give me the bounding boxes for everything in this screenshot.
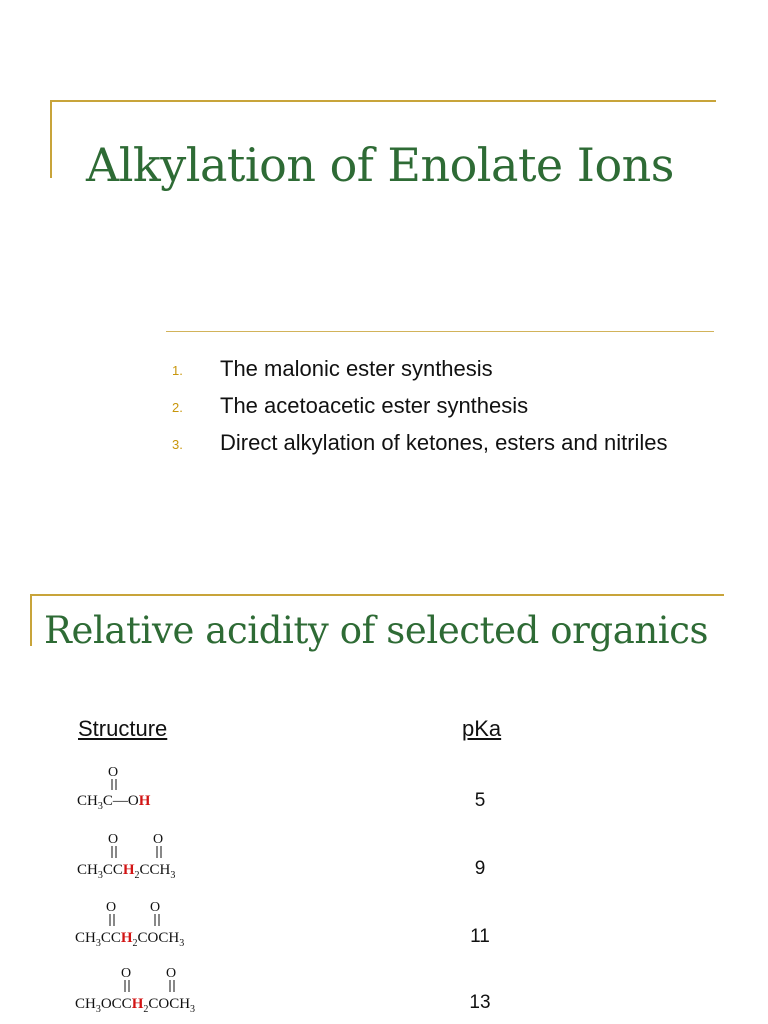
acetoacetate-structure xyxy=(0,896,300,956)
acidity-row-acetoacetate xyxy=(0,896,768,956)
svg-text:O: O xyxy=(150,900,161,915)
pka-column-header: pKa xyxy=(462,716,502,741)
svg-text:O: O xyxy=(106,900,117,915)
svg-text:CH3CCH2COCH3: $CH_3CCH_2COCH_3$ xyxy=(75,930,185,949)
svg-text:CH3C—OH: $CH_3C—OH$ xyxy=(77,793,151,812)
list-number: 3. xyxy=(172,437,183,452)
list-text: Direct alkylation of ketones, esters and nitriles xyxy=(220,430,668,455)
acetic-acid-structure xyxy=(0,760,300,820)
title-underline-rule xyxy=(166,331,714,332)
list-text: The malonic ester synthesis xyxy=(220,356,493,381)
svg-text:O: O xyxy=(108,832,119,847)
title-frame-top xyxy=(50,100,716,102)
list-item xyxy=(172,391,692,421)
pka-value: 5 xyxy=(474,790,486,811)
list-number: 2. xyxy=(172,400,183,415)
svg-text:O: O xyxy=(166,966,177,981)
svg-text:CH3CCH2CCH3: $CH_3CCH_2CCH_3$ xyxy=(77,862,176,881)
pka-value: 11 xyxy=(470,926,490,947)
pentanedione-structure xyxy=(0,828,300,888)
list-text: The acetoacetic ester synthesis xyxy=(220,393,529,418)
svg-text:CH3OCCH2COCH3: $CH_3OCCH_2COCH_3$ xyxy=(75,996,196,1015)
slide-2-title: Relative acidity of selected organics xyxy=(44,609,709,652)
svg-text:O: O xyxy=(153,832,164,847)
list-item xyxy=(172,428,692,458)
pka-value: 13 xyxy=(469,992,491,1013)
list-item xyxy=(172,354,692,384)
title-frame-top xyxy=(30,594,724,596)
svg-text:O: O xyxy=(121,966,132,981)
list-number: 1. xyxy=(172,363,183,378)
title-frame-left xyxy=(30,594,32,646)
malonate-structure xyxy=(0,962,300,1022)
slide-1-title: Alkylation of Enolate Ions xyxy=(86,138,674,192)
title-frame-left xyxy=(50,100,52,178)
acidity-row-malonate xyxy=(0,962,768,1022)
pka-value: 9 xyxy=(474,858,486,879)
svg-text:O: O xyxy=(108,765,119,780)
acidity-row-acetic-acid xyxy=(0,760,768,820)
acidity-row-pentanedione xyxy=(0,828,768,888)
structure-column-header: Structure xyxy=(78,716,168,741)
synthesis-list xyxy=(172,354,692,465)
